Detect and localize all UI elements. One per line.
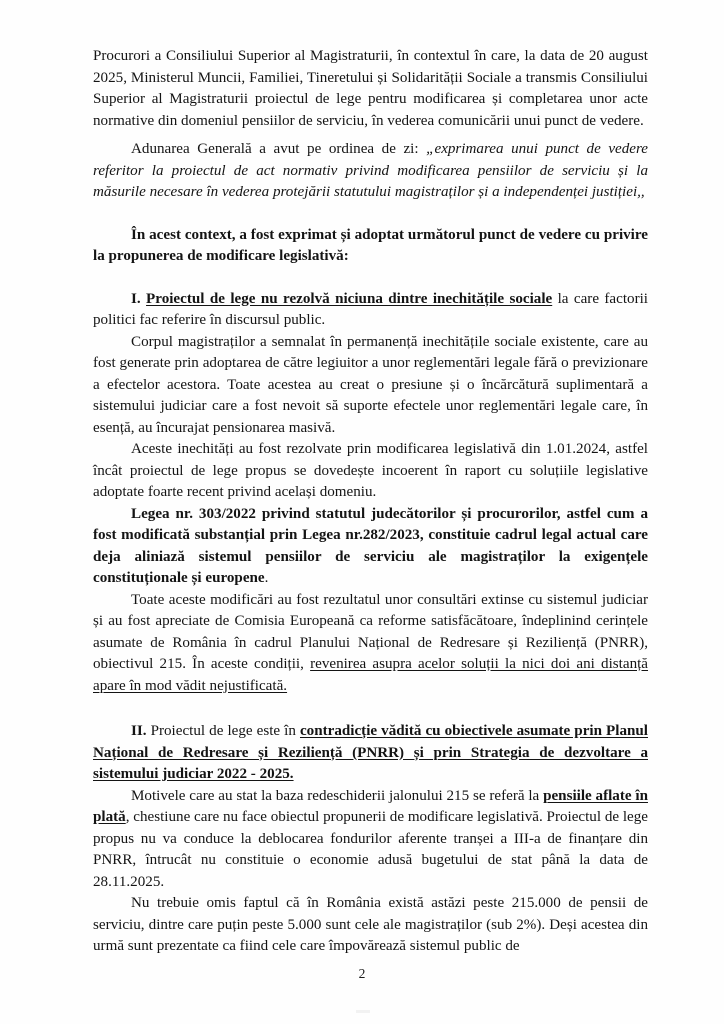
page-number: 2 (358, 966, 366, 981)
agenda-lead-text: Adunarea Generală a avut pe ordinea de zi: (131, 141, 427, 157)
paragraph-nu-trebuie-omis: Nu trebuie omis faptul că în România există astăzi peste 215.000 de pensii de serviciu, dintre care puțin peste 5.000 sunt cele ale magistraților (sub 2%). Deși acestea din urmă sunt prezentate ca fiind cele care împovărează sistemul public de (93, 895, 648, 954)
paragraph-corpul-magistratilor: Corpul magistraților a semnalat în permanență inechitățile sociale existente, care au fost generate prin adoptarea de către legiuitor a unor reglementări legale fără o previzionare a efectelor acestora. Toate acestea au creat o presiune și o încărcătură suplimentară a sistemului judiciar care a fost nevoit să suporte efectele unor reglementări legale care, în esență, au încurajat pensionarea masivă. (93, 333, 648, 436)
paragraph-spacer (93, 268, 648, 289)
paragraph-agenda (93, 139, 648, 204)
document-text-column (93, 46, 648, 958)
legea-303-tail: . (264, 570, 269, 586)
paragraph-continuation: Procurori a Consiliului Superior al Magistraturii, în contextul în care, la data de 20 august 2025, Ministerul Muncii, Familiei, Tineretului și Solidarității Sociale a transmis Consiliului Superior al Magistraturii proiectul de lege pentru modificarea și completarea unor acte normative din domeniul pensiilor de serviciu, în vederea comunicării unui punct de vedere. (93, 48, 648, 129)
section-two-heading (93, 721, 648, 786)
paragraph-toate-modificarile (93, 590, 648, 698)
motivele-part-one: Motivele care au stat la baza redeschiderii jalonului 215 se referă la (131, 787, 544, 804)
motivele-part-two: , chestiune care nu face obiectul propunerii de modificare legislativă. Proiectul de lege propus nu va conduce la deblocarea fondurilor aferente tranșei a III-a de finanțare din PNRR, întrucât nu constituie o economie adusă bugetului de stat până la data de 28.11.2025. (93, 809, 648, 890)
motivele-emphasis: pensiile aflate în plată (93, 787, 648, 825)
paragraph-spacer (93, 697, 648, 721)
legea-303-bold-text: Legea nr. 303/2022 privind statutul judecătorilor și procurorilor, astfel cum a fost modificată substanțial prin Legea nr.282/2023, constituie cadrul legal actual care deja aliniază sistemul pensiilor de serviciu ale magistraților la exigențele constituționale și europene (93, 505, 648, 586)
scan-artifact (356, 1010, 370, 1013)
paragraph-spacer (93, 132, 648, 139)
paragraph-context-statement: În acest context, a fost exprimat și adoptat următorul punct de vedere cu privire la propunerea de modificare legislativă: (93, 226, 648, 264)
section-two-numeral: II. (131, 723, 147, 739)
section-one-tail: la care factorii politici fac referire în discursul public. (93, 290, 648, 328)
section-one-heading (93, 289, 648, 332)
paragraph-motivele (93, 786, 648, 894)
paragraph-aceste-inechitati: Aceste inechități au fost rezolvate prin modificarea legislativă din 1.01.2024, astfel încât proiectul de lege propus se dovedește incoerent în raport cu soluțiile legislative adoptate foarte recent privind același domeniu. (93, 441, 648, 500)
paragraph-spacer (93, 204, 648, 225)
section-two-title: contradicție vădită cu obiectivele asumate prin Planul Național de Redresare și Reziliență (PNRR) și prin Strategia de dezvoltare a sistemului judiciar 2022 - 2025. (93, 723, 648, 782)
toate-underlined-text: revenirea asupra acelor soluții la nici doi ani distanță apare în mod vădit nejustificată. (93, 656, 649, 694)
section-two-lead: Proiectul de lege este în (146, 723, 300, 739)
section-one-title: Proiectul de lege nu rezolvă niciuna dintre inechitățile sociale (146, 290, 553, 307)
toate-part-one: Toate aceste modificări au fost rezultatul unor consultări extinse cu sistemul judiciar și au fost apreciate de Comisia Europeană ca reforme satisfăcătoare, îndeplinind cerințele asumate de România în cadrul Planului Național de Redresare și Reziliență (PNRR), obiectivul 215. În aceste condiții, (93, 591, 648, 672)
agenda-quote-text: „exprimarea unui punct de vedere referitor la proiectul de act normativ privind modificarea pensiilor de serviciu și la măsurile necesare în vederea protejării statutului magistraților și a independenței justiției,, (93, 141, 648, 200)
paragraph-legea-303 (93, 504, 648, 590)
section-one-numeral: I. (131, 290, 141, 307)
